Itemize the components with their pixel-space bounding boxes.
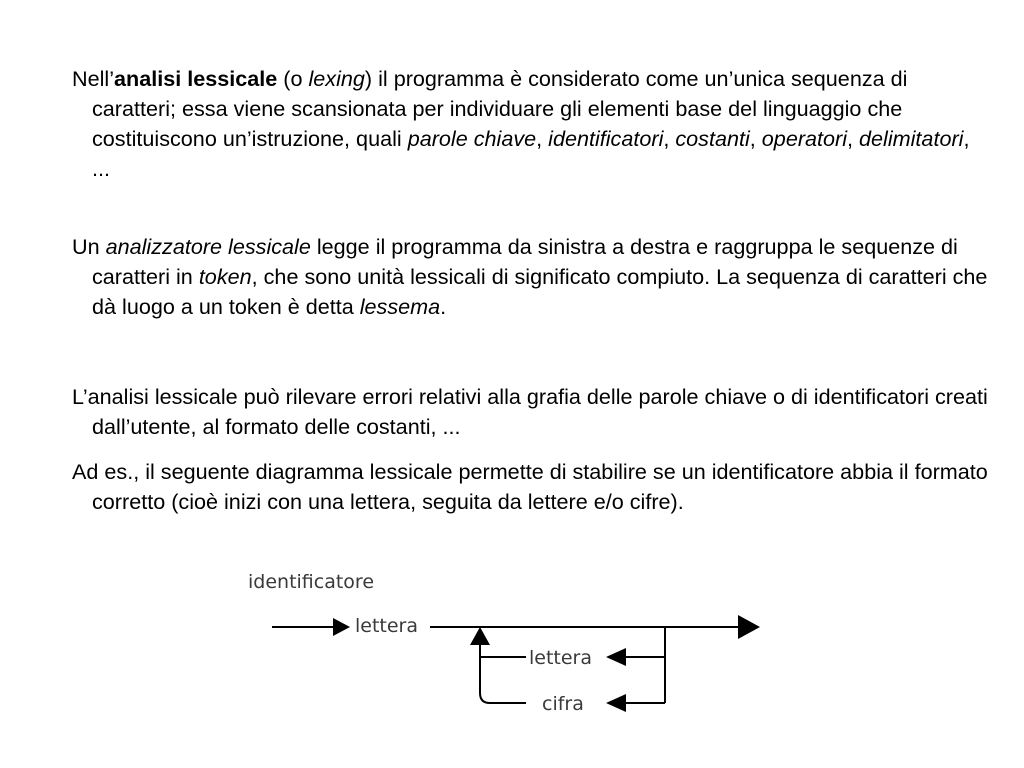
arrow-left-icon — [606, 648, 626, 666]
term-token: token — [198, 264, 252, 289]
text-run: . — [440, 294, 447, 319]
text-run: Ad es., il seguente diagramma lessicale permette di stabilire se un identificatore abbia il formato corretto (cioè inizi con una lettera, seguita da lettere e/o cifre). — [72, 459, 988, 514]
term-lexing: lexing — [308, 66, 365, 91]
diagram-loop-cifra-left-line — [480, 645, 526, 703]
arrow-up-icon — [470, 627, 490, 645]
paragraph-diagram-intro — [72, 457, 992, 517]
arrow-right-icon — [333, 618, 350, 636]
text-run: , ... — [92, 126, 970, 181]
term-costanti: costanti — [675, 126, 750, 151]
text-run: , — [663, 126, 676, 151]
text-run: legge il programma da sinistra a destra e raggruppa le sequenze di caratteri in — [92, 234, 958, 289]
diagram-title: identificatore — [248, 571, 375, 593]
text-run: , che sono unità lessicali di significato compiuto. La sequenza di caratteri che dà luogo a un token è detta — [92, 264, 988, 319]
paragraph-lexical-analyzer — [72, 232, 992, 322]
diagram-label-loop-lettera: lettera — [529, 647, 593, 669]
term-analizzatore-lessicale: analizzatore lessicale — [105, 234, 311, 259]
term-delimitatori: delimitatori — [859, 126, 964, 151]
diagram-label-lettera: lettera — [355, 615, 419, 637]
text-run: L’analisi lessicale può rilevare errori relativi alla grafia delle parole chiave o di identificatori creati dall’utente, al formato delle costanti, ... — [72, 384, 988, 439]
term-operatori: operatori — [761, 126, 848, 151]
text-run: Un — [72, 234, 106, 259]
text-run: , — [536, 126, 549, 151]
text-run: , — [847, 126, 860, 151]
text-run: ) il programma è considerato come un’unica sequenza di caratteri; essa viene scansionata per individuare gli elementi base del linguaggio che costituiscono un’istruzione, quali — [92, 66, 908, 151]
text-run: Nell’ — [72, 66, 114, 91]
paragraph-lexical-errors — [72, 382, 992, 442]
term-lessema: lessema — [359, 294, 441, 319]
term-parole-chiave: parole chiave — [407, 126, 537, 151]
term-analisi-lessicale: analisi lessicale — [114, 66, 278, 91]
text-run: (o — [277, 66, 309, 91]
text-run: , — [749, 126, 762, 151]
paragraph-lexing-definition — [72, 64, 992, 184]
diagram-label-loop-cifra: cifra — [542, 693, 584, 715]
term-identificatori: identificatori — [548, 126, 664, 151]
arrow-left-icon — [606, 694, 626, 712]
arrow-right-icon — [738, 615, 760, 639]
